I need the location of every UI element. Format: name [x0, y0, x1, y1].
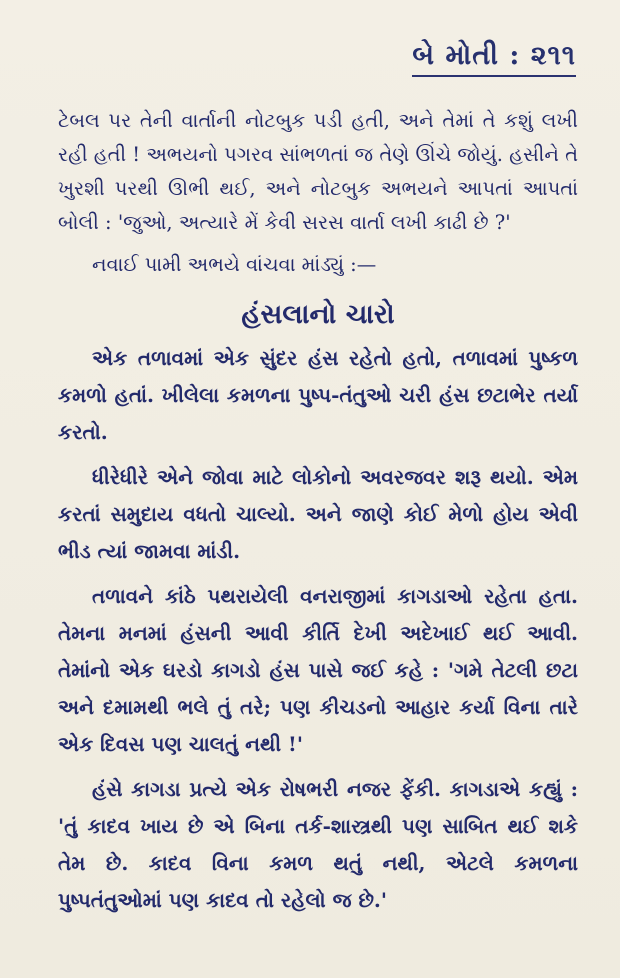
spacer — [58, 451, 578, 459]
paragraph-intro: ટેબલ પર તેની વાર્તાની નોટબુક પડી હતી, અને તેમાં તે કશું લખી રહી હતી ! અભયનો પગરવ સાંભળતાં જ તેણે ઊંચે જોયું. હસીને તે ખુરશી પરથી ઊભી થઈ, અને નોટબુક અભયને આપતાં આપતાં બોલી : 'જુઓ, અત્યારે મેં કેવી સરસ વાર્તા લખી કાઢી છે ?' — [58, 109, 578, 234]
running-header: બે મોતી : ૨૧૧ — [412, 40, 576, 77]
spacer — [58, 240, 578, 248]
story-title: હંસલાનો ચારો — [241, 299, 395, 330]
story-paragraph-1: એક તળાવમાં એક સુંદર હંસ રહેતો હતો, તળાવમાં પુષ્કળ કમળો હતાં. ખીલેલા કમળના પુષ્પ-તંતુઓ ચરી હંસ છટાભેર તર્યા કરતો. — [58, 346, 578, 444]
paragraph-reading: નવાઈ પામી અભયે વાંચવા માંડ્યું :— — [92, 253, 377, 276]
page-body — [58, 104, 578, 919]
story-body — [58, 340, 578, 919]
story-paragraph-4: હંસે કાગડા પ્રત્યે એક રોષભરી નજર ફેંકી. કાગડાએ કહ્યું : 'તું કાદવ ખાય છે એ બિના તર્ક-શાસ્ત્રથી પણ સાબિત થઈ શકે તેમ છે. કાદવ વિના કમળ થતું નથી, એટલે કમળના પુષ્પતંતુઓમાં પણ કાદવ તો રહેલો જ છે.' — [58, 777, 578, 912]
spacer — [58, 570, 578, 578]
spacer — [58, 763, 578, 771]
story-paragraph-2: ધીરેધીરે એને જોવા માટે લોકોનો અવરજવર શરૂ થયો. એમ કરતાં સમુદાય વધતો ચાલ્યો. અને જાણે કોઈ મેળો હોય એવી ભીડ ત્યાં જામવા માંડી. — [58, 465, 578, 563]
story-paragraph-3: તળાવને કાંઠે પથરાયેલી વનરાજીમાં કાગડાઓ રહેતા હતા. તેમના મનમાં હંસની આવી કીર્તિ દેખી અદેખાઈ થઈ આવી. તેમાંનો એક ઘરડો કાગડો હંસ પાસે જઈ કહે : 'ગમે તેટલી છટા અને દમામથી ભલે તું તરે; પણ કીચડનો આહાર કર્યા વિના તારે એક દિવસ પણ ચાલતું નથી !' — [58, 584, 578, 756]
